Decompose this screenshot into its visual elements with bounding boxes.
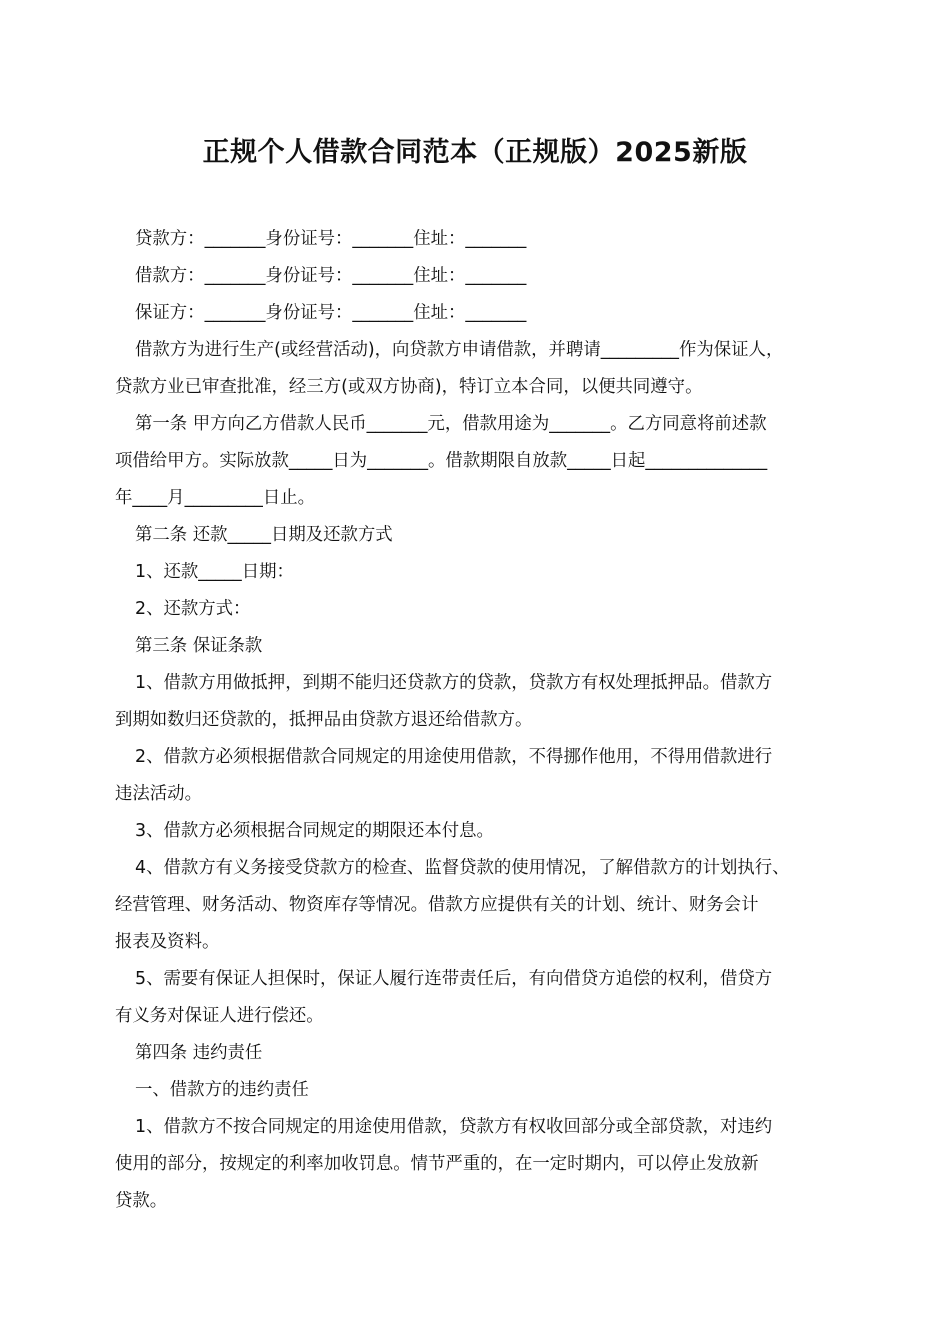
preamble-line: 借款方为进行生产(或经营活动)，向贷款方申请借款，并聘请_________作为保证人， bbox=[135, 340, 784, 360]
guarantee-clause-line: 到期如数归还贷款的，抵押品由贷款方退还给借款方。 bbox=[115, 710, 533, 730]
preamble-line: 贷款方业已审查批准，经三方(或双方协商)，特订立本合同，以便共同遵守。 bbox=[115, 377, 703, 397]
guarantee-clause-line: 1、借款方用做抵押，到期不能归还贷款方的贷款，贷款方有权处理抵押品。借款方 bbox=[135, 673, 773, 693]
borrower-liability-heading: 一、借款方的违约责任 bbox=[135, 1080, 309, 1100]
repayment-method-line: 2、还款方式： bbox=[135, 599, 251, 619]
borrower-info-line: 借款方：_______身份证号：_______住址：_______ bbox=[135, 266, 527, 286]
liability-clause-line: 使用的部分，按规定的利率加收罚息。情节严重的，在一定时期内，可以停止发放新 bbox=[115, 1154, 759, 1174]
guarantee-clause-line: 3、借款方必须根据合同规定的期限还本付息。 bbox=[135, 821, 494, 841]
liability-clause-line: 1、借款方不按合同规定的用途使用借款，贷款方有权收回部分或全部贷款，对违约 bbox=[135, 1117, 773, 1137]
guarantee-clause-line: 报表及资料。 bbox=[115, 932, 220, 952]
document-body bbox=[115, 221, 845, 1220]
lender-info-line: 贷款方：_______身份证号：_______住址：_______ bbox=[135, 229, 527, 249]
article-two-heading: 第二条 还款_____日期及还款方式 bbox=[135, 525, 393, 545]
guarantee-clause-line: 4、借款方有义务接受贷款方的检查、监督贷款的使用情况，了解借款方的计划执行、 bbox=[135, 858, 790, 878]
repayment-date-line: 1、还款_____日期： bbox=[135, 562, 294, 582]
article-one-line: 第一条 甲方向乙方借款人民币_______元，借款用途为_______。乙方同意将前述款 bbox=[135, 414, 767, 434]
guarantee-clause-line: 有义务对保证人进行偿还。 bbox=[115, 1006, 324, 1026]
article-three-heading: 第三条 保证条款 bbox=[135, 636, 263, 656]
article-one-line: 项借给甲方。实际放款_____日为_______。借款期限自放款_____日起______________ bbox=[115, 451, 768, 471]
guarantee-clause-line: 5、需要有保证人担保时，保证人履行连带责任后，有向借贷方追偿的权利，借贷方 bbox=[135, 969, 773, 989]
liability-clause-line: 贷款。 bbox=[115, 1191, 168, 1211]
guarantee-clause-line: 违法活动。 bbox=[115, 784, 202, 804]
article-four-heading: 第四条 违约责任 bbox=[135, 1043, 263, 1063]
guarantee-clause-line: 2、借款方必须根据借款合同规定的用途使用借款，不得挪作他用，不得用借款进行 bbox=[135, 747, 773, 767]
guarantee-clause-line: 经营管理、财务活动、物资库存等情况。借款方应提供有关的计划、统计、财务会计 bbox=[115, 895, 759, 915]
document-title: 正规个人借款合同范本（正规版）2025新版 bbox=[202, 137, 748, 168]
guarantor-info-line: 保证方：_______身份证号：_______住址：_______ bbox=[135, 303, 527, 323]
article-one-line: 年____月_________日止。 bbox=[115, 488, 315, 508]
